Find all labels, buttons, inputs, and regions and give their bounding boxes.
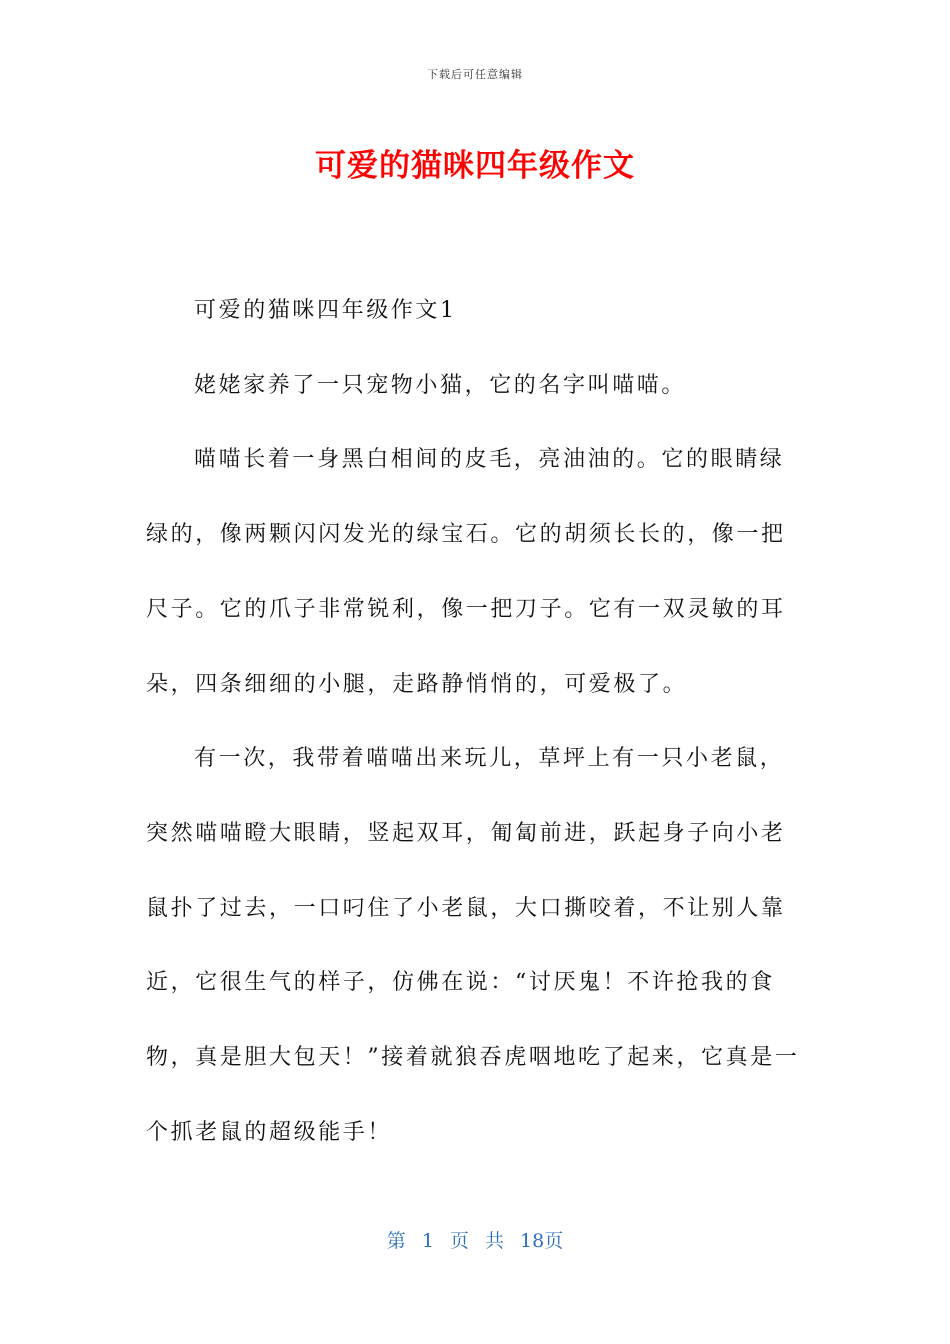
paragraph: 有一次，我带着喵喵出来玩儿，草坪上有一只小老鼠，突然喵喵瞪大眼睛，竖起双耳，匍匐前进，跃起身子向小老鼠扑了过去，一口叼住了小老鼠，大口撕咬着，不让别人靠近，它很生气的样子，仿佛在说：“讨厌鬼！不许抢我的食物，真是胆大包天！”接着就狼吞虎咽地吃了起来，它真是一个抓老鼠的超级能手！ <box>146 746 800 1145</box>
document-body <box>146 274 806 1170</box>
document-title: 可爱的猫咪四年级作文 <box>315 148 635 184</box>
paragraph: 姥姥家养了一只宠物小猫，它的名字叫喵喵。 <box>194 372 687 398</box>
subtitle-paragraph: 可爱的猫咪四年级作文1 <box>194 298 457 323</box>
paragraph: 喵喵长着一身黑白相间的皮毛，亮油油的。它的眼睛绿绿的，像两颗闪闪发光的绿宝石。它的胡须长长的，像一把尺子。它的爪子非常锐利，像一把刀子。它有一双灵敏的耳朵，四条细细的小腿，走路静悄悄的，可爱极了。 <box>146 447 786 697</box>
page-number-footer: 第 1 页 共 18页 <box>386 1230 564 1252</box>
header-note: 下载后可任意编辑 <box>427 68 523 81</box>
